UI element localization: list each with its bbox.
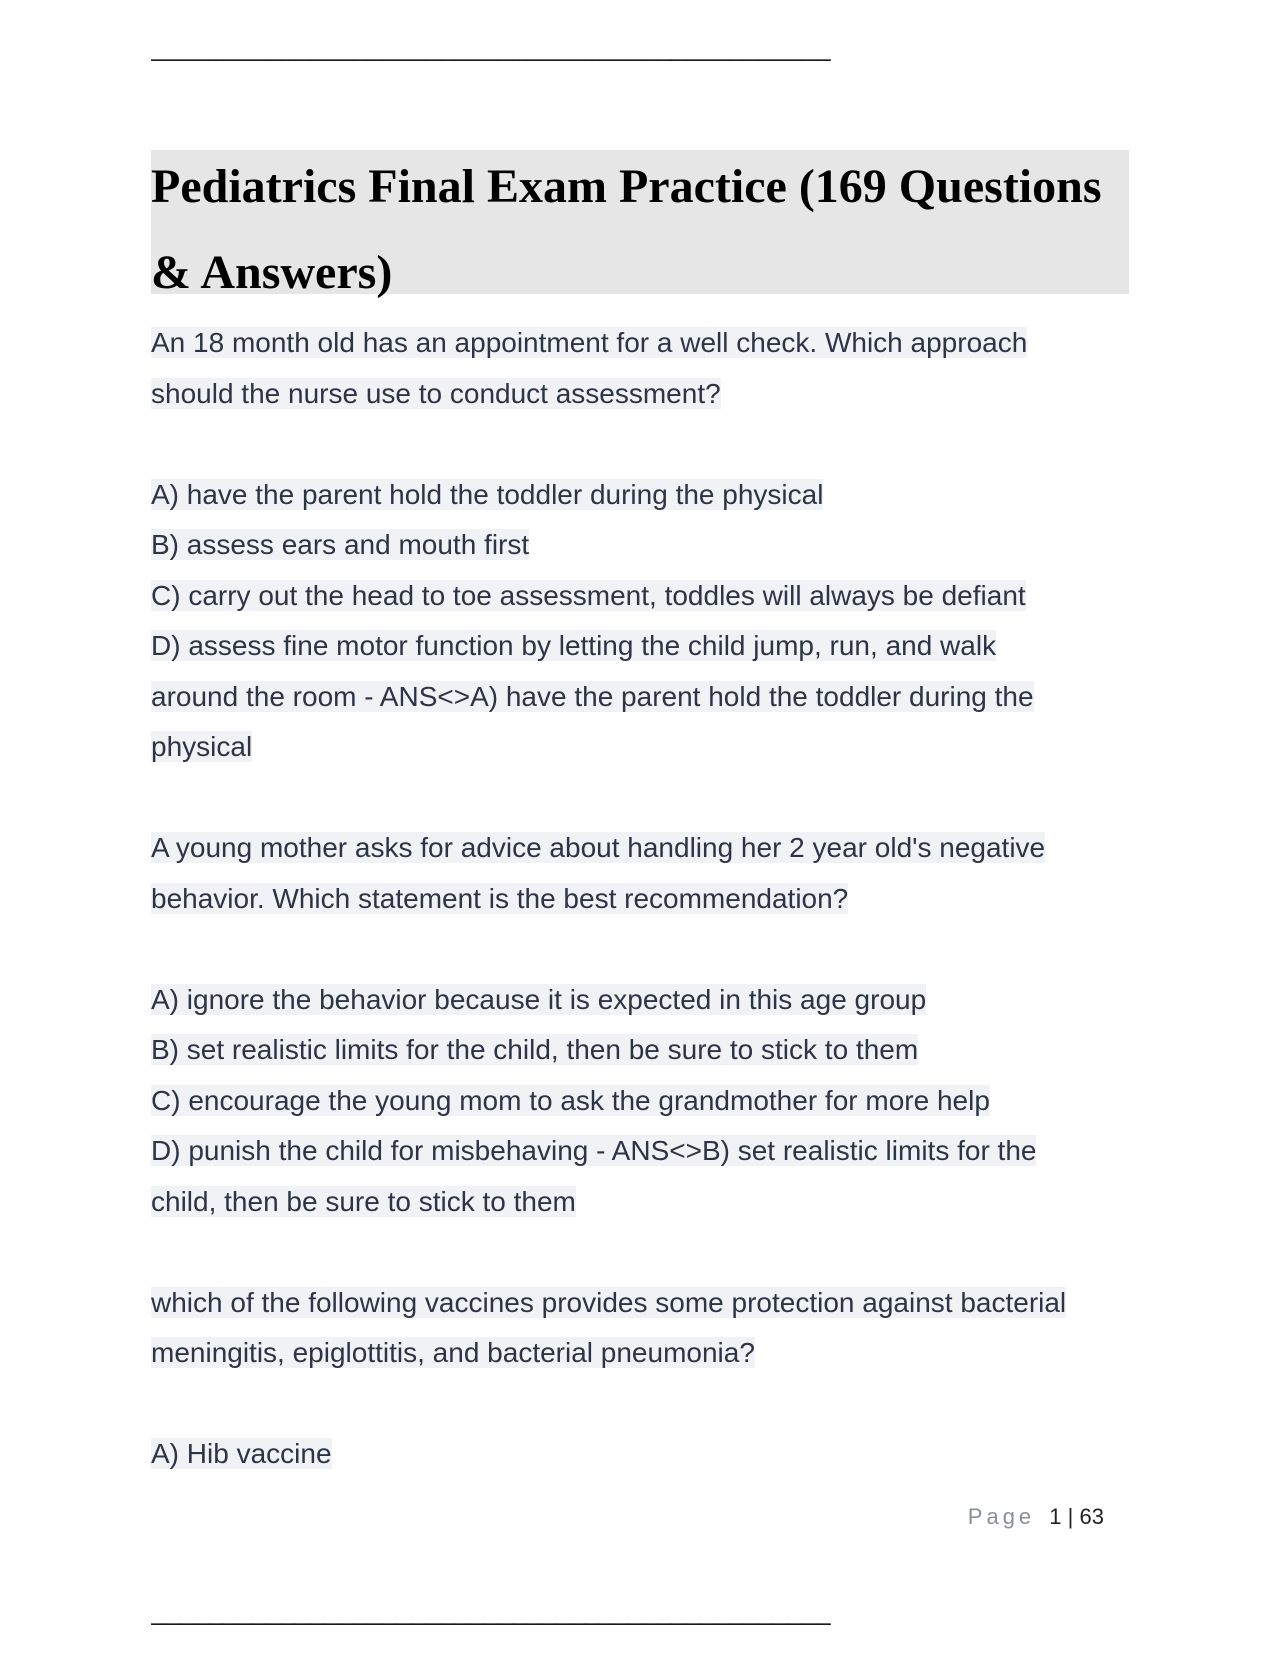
document-body [151, 318, 1129, 1480]
option-line-text: B) assess ears and mouth first [151, 529, 530, 560]
header-rule: _______________________________________________ [151, 32, 831, 62]
blank-line [151, 773, 1129, 824]
blank-line [151, 419, 1129, 470]
option-line-text: B) set realistic limits for the child, then be sure to stick to them [151, 1034, 919, 1065]
question-line [151, 823, 1129, 874]
question-line [151, 318, 1129, 369]
question-line-text: meningitis, epiglottitis, and bacterial pneumonia? [151, 1337, 755, 1368]
option-line [151, 1177, 1129, 1228]
question-line [151, 369, 1129, 420]
option-line [151, 722, 1129, 773]
option-line [151, 1429, 1129, 1480]
option-line [151, 672, 1129, 723]
option-line [151, 571, 1129, 622]
option-line-text: C) carry out the head to toe assessment, toddles will always be defiant [151, 579, 1026, 611]
question-line-text: which of the following vaccines provides some protection against bacterial [151, 1286, 1067, 1318]
option-line [151, 1076, 1129, 1127]
blank-line [151, 1227, 1129, 1278]
page-total: 63 [1079, 1504, 1104, 1529]
question-line-text: should the nurse use to conduct assessment? [151, 377, 721, 409]
blank-line [151, 924, 1129, 975]
option-line [151, 520, 1129, 571]
option-line-text: physical [151, 731, 253, 762]
footer-rule: _______________________________________________ [151, 1596, 831, 1626]
title-block [151, 150, 1129, 299]
page-footer [968, 1504, 1104, 1530]
page-separator: | [1067, 1504, 1074, 1529]
question-line-text: An 18 month old has an appointment for a well check. Which approach [151, 327, 1028, 358]
option-line [151, 1126, 1129, 1177]
question-line [151, 1278, 1129, 1329]
question-line-text: A young mother asks for advice about handling her 2 year old's negative [151, 832, 1046, 863]
page-word: Page [967, 1504, 1036, 1529]
option-line [151, 621, 1129, 672]
option-line [151, 975, 1129, 1026]
option-line-text: D) punish the child for misbehaving - ANS<>B) set realistic limits for the [151, 1135, 1037, 1166]
question-line [151, 1328, 1129, 1379]
option-line [151, 1025, 1129, 1076]
option-line-text: child, then be sure to stick to them [151, 1185, 576, 1217]
option-line-text: around the room - ANS<>A) have the parent hold the toddler during the [151, 680, 1034, 712]
option-line [151, 470, 1129, 521]
option-line-text: A) ignore the behavior because it is expected in this age group [151, 983, 927, 1015]
blank-line [151, 1379, 1129, 1430]
page-current: 1 [1049, 1504, 1062, 1529]
option-line-text: C) encourage the young mom to ask the grandmother for more help [151, 1084, 990, 1116]
document-title: Pediatrics Final Exam Practice (169 Questions & Answers) [151, 160, 1102, 299]
option-line-text: A) Hib vaccine [151, 1438, 332, 1469]
option-line-text: A) have the parent hold the toddler during the physical [151, 478, 824, 510]
question-line-text: behavior. Which statement is the best recommendation? [151, 882, 849, 914]
option-line-text: D) assess fine motor function by letting the child jump, run, and walk [151, 630, 997, 661]
question-line [151, 874, 1129, 925]
